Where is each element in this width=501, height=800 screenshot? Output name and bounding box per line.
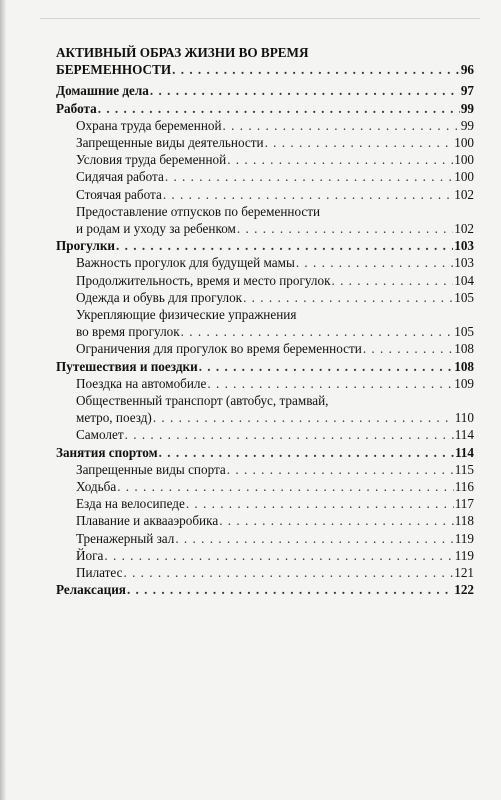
toc-page-number: 118 — [454, 513, 474, 529]
toc-page-number: 104 — [454, 272, 474, 288]
toc-page-number: 99 — [460, 117, 474, 133]
toc-page-number: 105 — [454, 324, 474, 340]
toc-subsection-title: Важность прогулок для будущей мамы — [76, 255, 295, 271]
toc-page-number: 97 — [460, 83, 474, 99]
toc-subsection — [56, 547, 474, 564]
toc-subsection-title: Йога — [76, 547, 104, 563]
toc-subsection-title: Тренажерный зал — [76, 530, 175, 546]
leader-dots — [243, 289, 453, 306]
toc-section — [56, 237, 474, 254]
toc-page-number: 121 — [454, 565, 474, 581]
page-binding-shadow — [0, 0, 6, 800]
toc-subsection-title: Стоячая работа — [76, 186, 162, 202]
toc-page-number: 100 — [454, 152, 474, 168]
toc-subsection — [56, 323, 474, 340]
toc-section — [56, 444, 474, 461]
toc-page-number: 103 — [454, 238, 474, 254]
toc-subsection-title: Условия труда беременной — [76, 152, 227, 168]
toc-subsection — [56, 512, 474, 529]
toc-page-number: 99 — [460, 100, 474, 116]
toc-page-number: 100 — [454, 169, 474, 185]
leader-dots — [265, 134, 454, 151]
toc-subsection — [56, 117, 474, 134]
toc-page-number: 102 — [454, 221, 474, 237]
toc-subsection — [56, 495, 474, 512]
toc-subsection — [56, 340, 474, 357]
toc-section — [56, 82, 474, 99]
leader-dots — [117, 478, 454, 495]
leader-dots — [125, 426, 454, 443]
toc-page-number: 110 — [454, 410, 474, 426]
toc-chapter-title — [56, 61, 474, 78]
toc-section — [56, 358, 474, 375]
toc-subsection-title: Самолет — [76, 427, 124, 443]
leader-dots — [104, 547, 453, 564]
toc-subsection-title: Сидячая работа — [76, 169, 164, 185]
leader-dots — [150, 82, 460, 99]
toc-subsection — [56, 254, 474, 271]
leader-dots — [227, 151, 453, 168]
leader-dots — [127, 581, 453, 598]
table-of-contents — [56, 44, 474, 599]
toc-page-number: 115 — [454, 461, 474, 477]
toc-page-number: 96 — [460, 62, 474, 78]
toc-page-number: 108 — [454, 341, 474, 357]
leader-dots — [219, 512, 454, 529]
toc-page-number: 102 — [454, 186, 474, 202]
leader-dots — [207, 375, 453, 392]
toc-subsection-title-cont: и родам и уходу за ребенком — [76, 221, 236, 237]
toc-subsection — [56, 530, 474, 547]
leader-dots — [98, 100, 460, 117]
toc-section-title: Работа — [56, 100, 97, 116]
toc-page-number: 105 — [454, 289, 474, 305]
toc-subsection — [56, 186, 474, 203]
toc-page-number: 117 — [454, 496, 474, 512]
toc-section-title: Путешествия и поездки — [56, 358, 198, 374]
toc-subsection-title: Предоставление отпусков по беременности — [76, 203, 321, 219]
top-rule — [40, 18, 480, 19]
toc-subsection — [56, 151, 474, 168]
toc-page-number: 108 — [454, 358, 474, 374]
toc-section-title: Домашние дела — [56, 83, 149, 99]
toc-page-number: 114 — [454, 427, 474, 443]
toc-subsection-title: Охрана труда беременной — [76, 117, 222, 133]
toc-subsection-title: Запрещенные виды деятельности — [76, 135, 264, 151]
toc-subsection — [56, 289, 474, 306]
toc-subsection-title: Ходьба — [76, 479, 117, 495]
toc-section-title: Релаксация — [56, 582, 126, 598]
toc-subsection-title: Поездка на автомобиле — [76, 375, 207, 391]
toc-subsection — [56, 272, 474, 289]
toc-section — [56, 100, 474, 117]
leader-dots — [223, 117, 460, 134]
leader-dots — [175, 530, 453, 547]
toc-chapter-title-line1: АКТИВНЫЙ ОБРАЗ ЖИЗНИ ВО ВРЕМЯ — [56, 45, 309, 60]
toc-subsection-title: Продолжительность, время и место прогулок — [76, 272, 331, 288]
leader-dots — [363, 340, 453, 357]
leader-dots — [186, 495, 454, 512]
leader-dots — [116, 237, 453, 254]
toc-subsection — [56, 461, 474, 478]
toc-subsection — [56, 426, 474, 443]
toc-subsection — [56, 409, 474, 426]
toc-page-number: 116 — [454, 479, 474, 495]
toc-section-title: Занятия спортом — [56, 444, 158, 460]
toc-subsection — [56, 564, 474, 581]
leader-dots — [199, 358, 454, 375]
toc-section-title: Прогулки — [56, 238, 116, 254]
toc-chapter-title-line2: БЕРЕМЕННОСТИ — [56, 62, 172, 78]
leader-dots — [163, 186, 453, 203]
leader-dots — [123, 564, 453, 581]
toc-subsection — [56, 220, 474, 237]
toc-subsection-title: Одежда и обувь для прогулок — [76, 289, 243, 305]
toc-subsection-title-cont: во время прогулок — [76, 324, 180, 340]
toc-subsection-title: Укрепляющие физические упражнения — [76, 307, 297, 323]
toc-page-number: 109 — [454, 375, 474, 391]
toc-subsection — [56, 168, 474, 185]
toc-subsection-title: Езда на велосипеде — [76, 496, 185, 512]
toc-subsection-title: Пилатес — [76, 565, 123, 581]
toc-subsection-title: Запрещенные виды спорта — [76, 461, 226, 477]
toc-subsection-title-cont: метро, поезд) — [76, 410, 152, 426]
toc-subsection-title: Ограничения для прогулок во время беременности — [76, 341, 362, 357]
leader-dots — [165, 168, 453, 185]
toc-page-number: 100 — [454, 135, 474, 151]
toc-subsection — [56, 134, 474, 151]
toc-page-number: 114 — [454, 444, 474, 460]
leader-dots — [227, 461, 454, 478]
leader-dots — [296, 254, 453, 271]
toc-subsection — [56, 375, 474, 392]
toc-section — [56, 581, 474, 598]
leader-dots — [181, 323, 454, 340]
toc-page-number: 122 — [454, 582, 474, 598]
toc-subsection-title: Общественный транспорт (автобус, трамвай, — [76, 393, 329, 409]
toc-subsection — [56, 478, 474, 495]
toc-page-number: 119 — [454, 547, 474, 563]
leader-dots — [172, 61, 460, 78]
leader-dots — [153, 409, 454, 426]
leader-dots — [159, 444, 454, 461]
leader-dots — [331, 272, 453, 289]
toc-page-number: 103 — [454, 255, 474, 271]
toc-page-number: 119 — [454, 530, 474, 546]
leader-dots — [237, 220, 453, 237]
toc-subsection-title: Плавание и аквааэробика — [76, 513, 219, 529]
